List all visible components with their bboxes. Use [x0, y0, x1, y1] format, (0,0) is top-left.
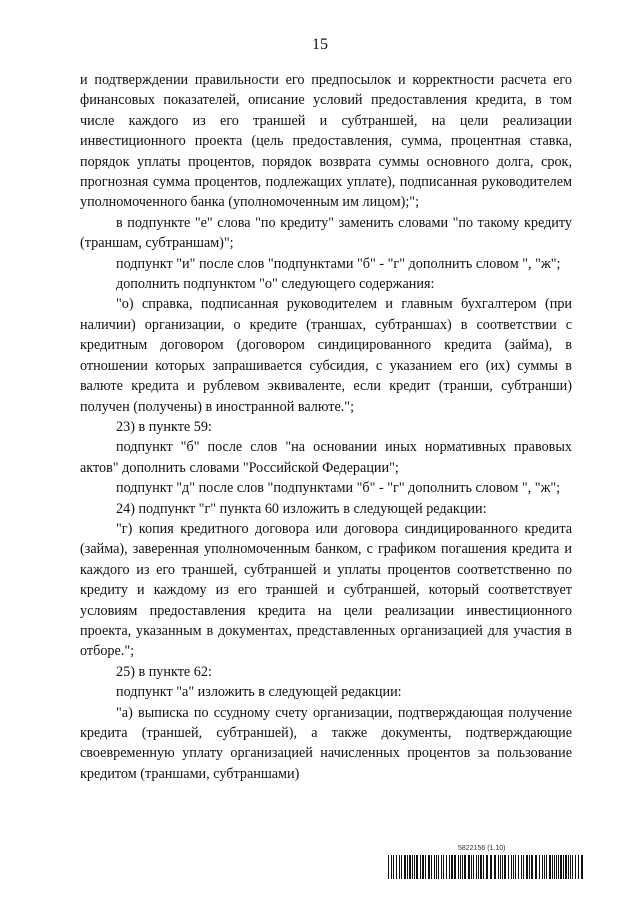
document-body [80, 70, 572, 784]
body-paragraph: 23) в пункте 59: [116, 418, 212, 435]
body-paragraph: "а) выписка по ссудному счету организации, подтверждающая получение кредита (траншей, субтраншей), а также документы, подтверждающие своевременную уплату организацией начисленных процентов за пользование кредитом (траншами, субтраншами) [80, 704, 572, 782]
body-paragraph: подпункт "и" после слов "подпунктами "б" - "г" дополнить словом ", "ж"; [116, 255, 561, 272]
body-paragraph: "г) копия кредитного договора или договора синдицированного кредита (займа), заверенная уполномоченным банком, с графиком погашения кредита и каждого из его траншей, субтраншей и уплаты процентов соответственно по кредиту и каждому из его траншей и субтраншей, который соответствует условиям предоставления кредита на цели реализации инвестиционного проекта, указанным в документах, представленных организацией для участия в отборе."; [80, 520, 572, 660]
page-number: 15 [312, 36, 328, 53]
body-paragraph: в подпункте "е" слова "по кредиту" заменить словами "по такому кредиту (траншам, субтраншам)"; [80, 214, 572, 252]
barcode [388, 855, 584, 879]
body-paragraph: подпункт "б" после слов "на основании иных нормативных правовых актов" дополнить словами "Российской Федерации"; [80, 439, 572, 476]
body-paragraph: подпункт "д" после слов "подпунктами "б" - "г" дополнить словом ", "ж"; [116, 480, 561, 497]
document-code: 5822156 (1.10) [458, 845, 506, 852]
body-paragraph: подпункт "а" изложить в следующей редакции: [116, 684, 402, 701]
body-paragraph: и подтверждении правильности его предпосылок и корректности расчета его финансовых показателей, описание условий предоставления кредита, в том числе каждого из его траншей и субтраншей, на цели реализации инвестиционного проекта (цель предоставления, сумма, процентная ставка, порядок уплаты процентов, порядок возврата суммы основного долга, срок, прогнозная сумма процентов, подлежащих уплате), подписанная руководителем уполномоченного банка (уполномоченным им лицом);"; [80, 72, 572, 211]
body-paragraph: "о) справка, подписанная руководителем и главным бухгалтером (при наличии) организации, о кредите (траншах, субтраншах) в соответствии с кредитным договором (договором синдицированного кредита (займа), в отношении которых запрашивается субсидия, с указанием его (их) суммы в валюте кредита и рублевом эквиваленте, если кредит (транши, субтранши) получен (получены) в иностранной валюте."; [80, 296, 572, 415]
body-paragraph: 24) подпункт "г" пункта 60 изложить в следующей редакции: [116, 500, 487, 517]
body-paragraph: 25) в пункте 62: [116, 663, 212, 680]
body-paragraph: дополнить подпунктом "о" следующего содержания: [116, 276, 435, 293]
